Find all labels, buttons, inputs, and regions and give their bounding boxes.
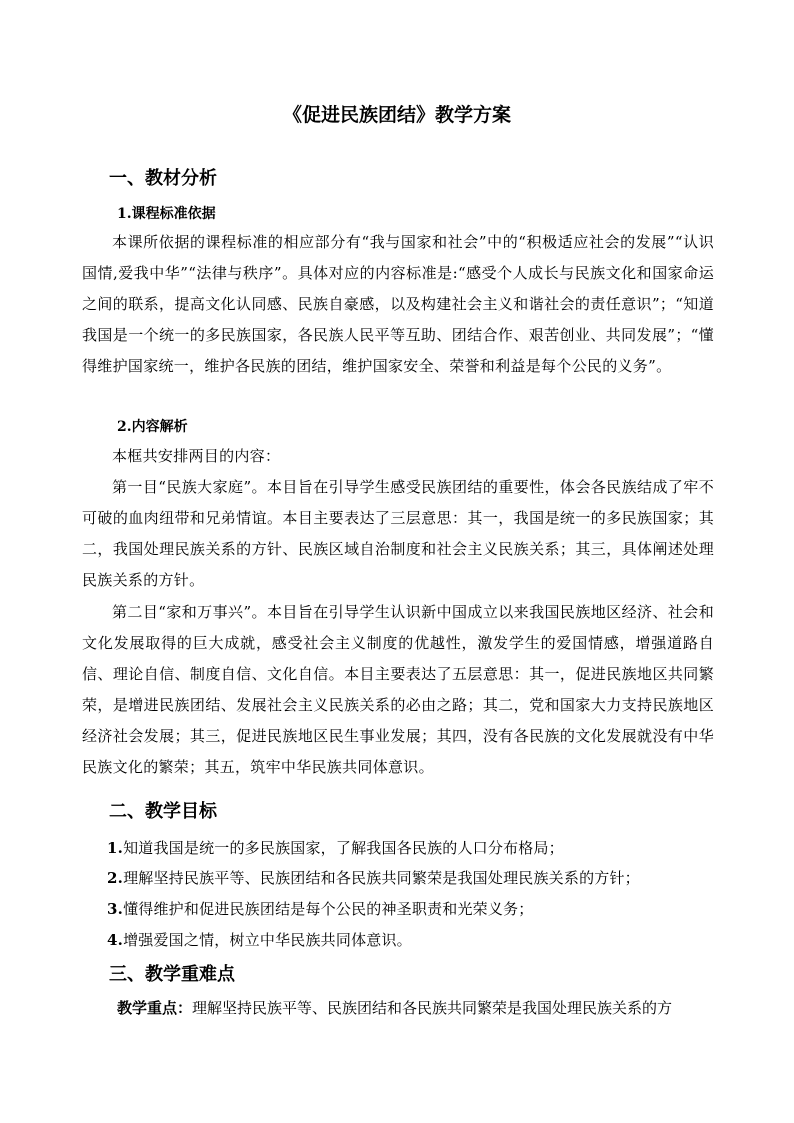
subheading-curriculum-standard: 1.课程标准依据 xyxy=(117,206,216,222)
section-heading-analysis: 一、教材分析 xyxy=(109,168,217,189)
teaching-keypoint xyxy=(117,996,717,1020)
keypoint-label: 教学重点： xyxy=(117,999,193,1017)
objective-text: 增强爱国之情，树立中华民族共同体意识。 xyxy=(123,931,412,949)
subheading-content-analysis: 2.内容解析 xyxy=(117,419,188,435)
document-title: 《促进民族团结》教学方案 xyxy=(282,104,511,126)
objective-item xyxy=(107,836,564,860)
paragraph-curriculum-standard: 本课所依据的课程标准的相应部分有“我与国家和社会”中的“积极适应社会的发展”“认识国情,爱我中华”“法律与秩序”。具体对应的内容标准是:“感受个人成长与民族文化和国家命运之间的联系，提高文化认同感、民族自豪感，以及构建社会主义和谐社会的责任意识”；“知道我国是一个统一的多民族国家，各民族人民平等互助、团结合作、艰苦创业、共同发展”；“懂得维护国家统一，维护各民族的团结，维护国家安全、荣誉和利益是每个公民的义务”。 xyxy=(82,233,714,375)
objective-item xyxy=(107,928,412,952)
section-heading-objectives: 二、教学目标 xyxy=(109,801,217,822)
objective-item xyxy=(107,866,640,890)
paragraph-second-topic: 第二目“家和万事兴”。本目旨在引导学生认识新中国成立以来我国民族地区经济、社会和文化发展取得的巨大成就，感受社会主义制度的优越性，激发学生的爱国情感，增强道路自信、理论自信、制度自信、文化自信。本目主要表达了五层意思：其一，促进民族地区共同繁荣，是增进民族团结、发展社会主义民族关系的必由之路；其二，党和国家大力支持民族地区经济社会发展；其三，促进民族地区民生事业发展；其四，没有各民族的文化发展就没有中华民族文化的繁荣；其五，筑牢中华民族共同体意识。 xyxy=(82,603,714,776)
objective-text: 懂得维护和促进民族团结是每个公民的神圣职责和光荣义务； xyxy=(123,900,534,918)
objective-number: 1. xyxy=(107,839,124,857)
paragraph-content-intro: 本框共安排两目的内容： xyxy=(112,447,281,465)
paragraph-first-topic: 第一目“民族大家庭”。本目旨在引导学生感受民族团结的重要性，体会各民族结成了牢不可破的血肉纽带和兄弟情谊。本目主要表达了三层意思：其一，我国是统一的多民族国家；其二，我国处理民族关系的方针、民族区域自治制度和社会主义民族关系；其三，具体阐述处理民族关系的方针。 xyxy=(82,478,714,589)
keypoint-text: 理解坚持民族平等、民族团结和各民族共同繁荣是我国处理民族关系的方 xyxy=(192,999,673,1017)
objective-text: 理解坚持民族平等、民族团结和各民族共同繁荣是我国处理民族关系的方针； xyxy=(123,869,640,887)
section-heading-key-difficulties: 三、教学重难点 xyxy=(109,964,235,985)
objective-item xyxy=(107,897,533,921)
objective-text: 知道我国是统一的多民族国家，了解我国各民族的人口分布格局； xyxy=(123,839,564,857)
objective-number: 4. xyxy=(107,931,124,949)
objective-number: 3. xyxy=(107,900,124,918)
objective-number: 2. xyxy=(107,869,124,887)
